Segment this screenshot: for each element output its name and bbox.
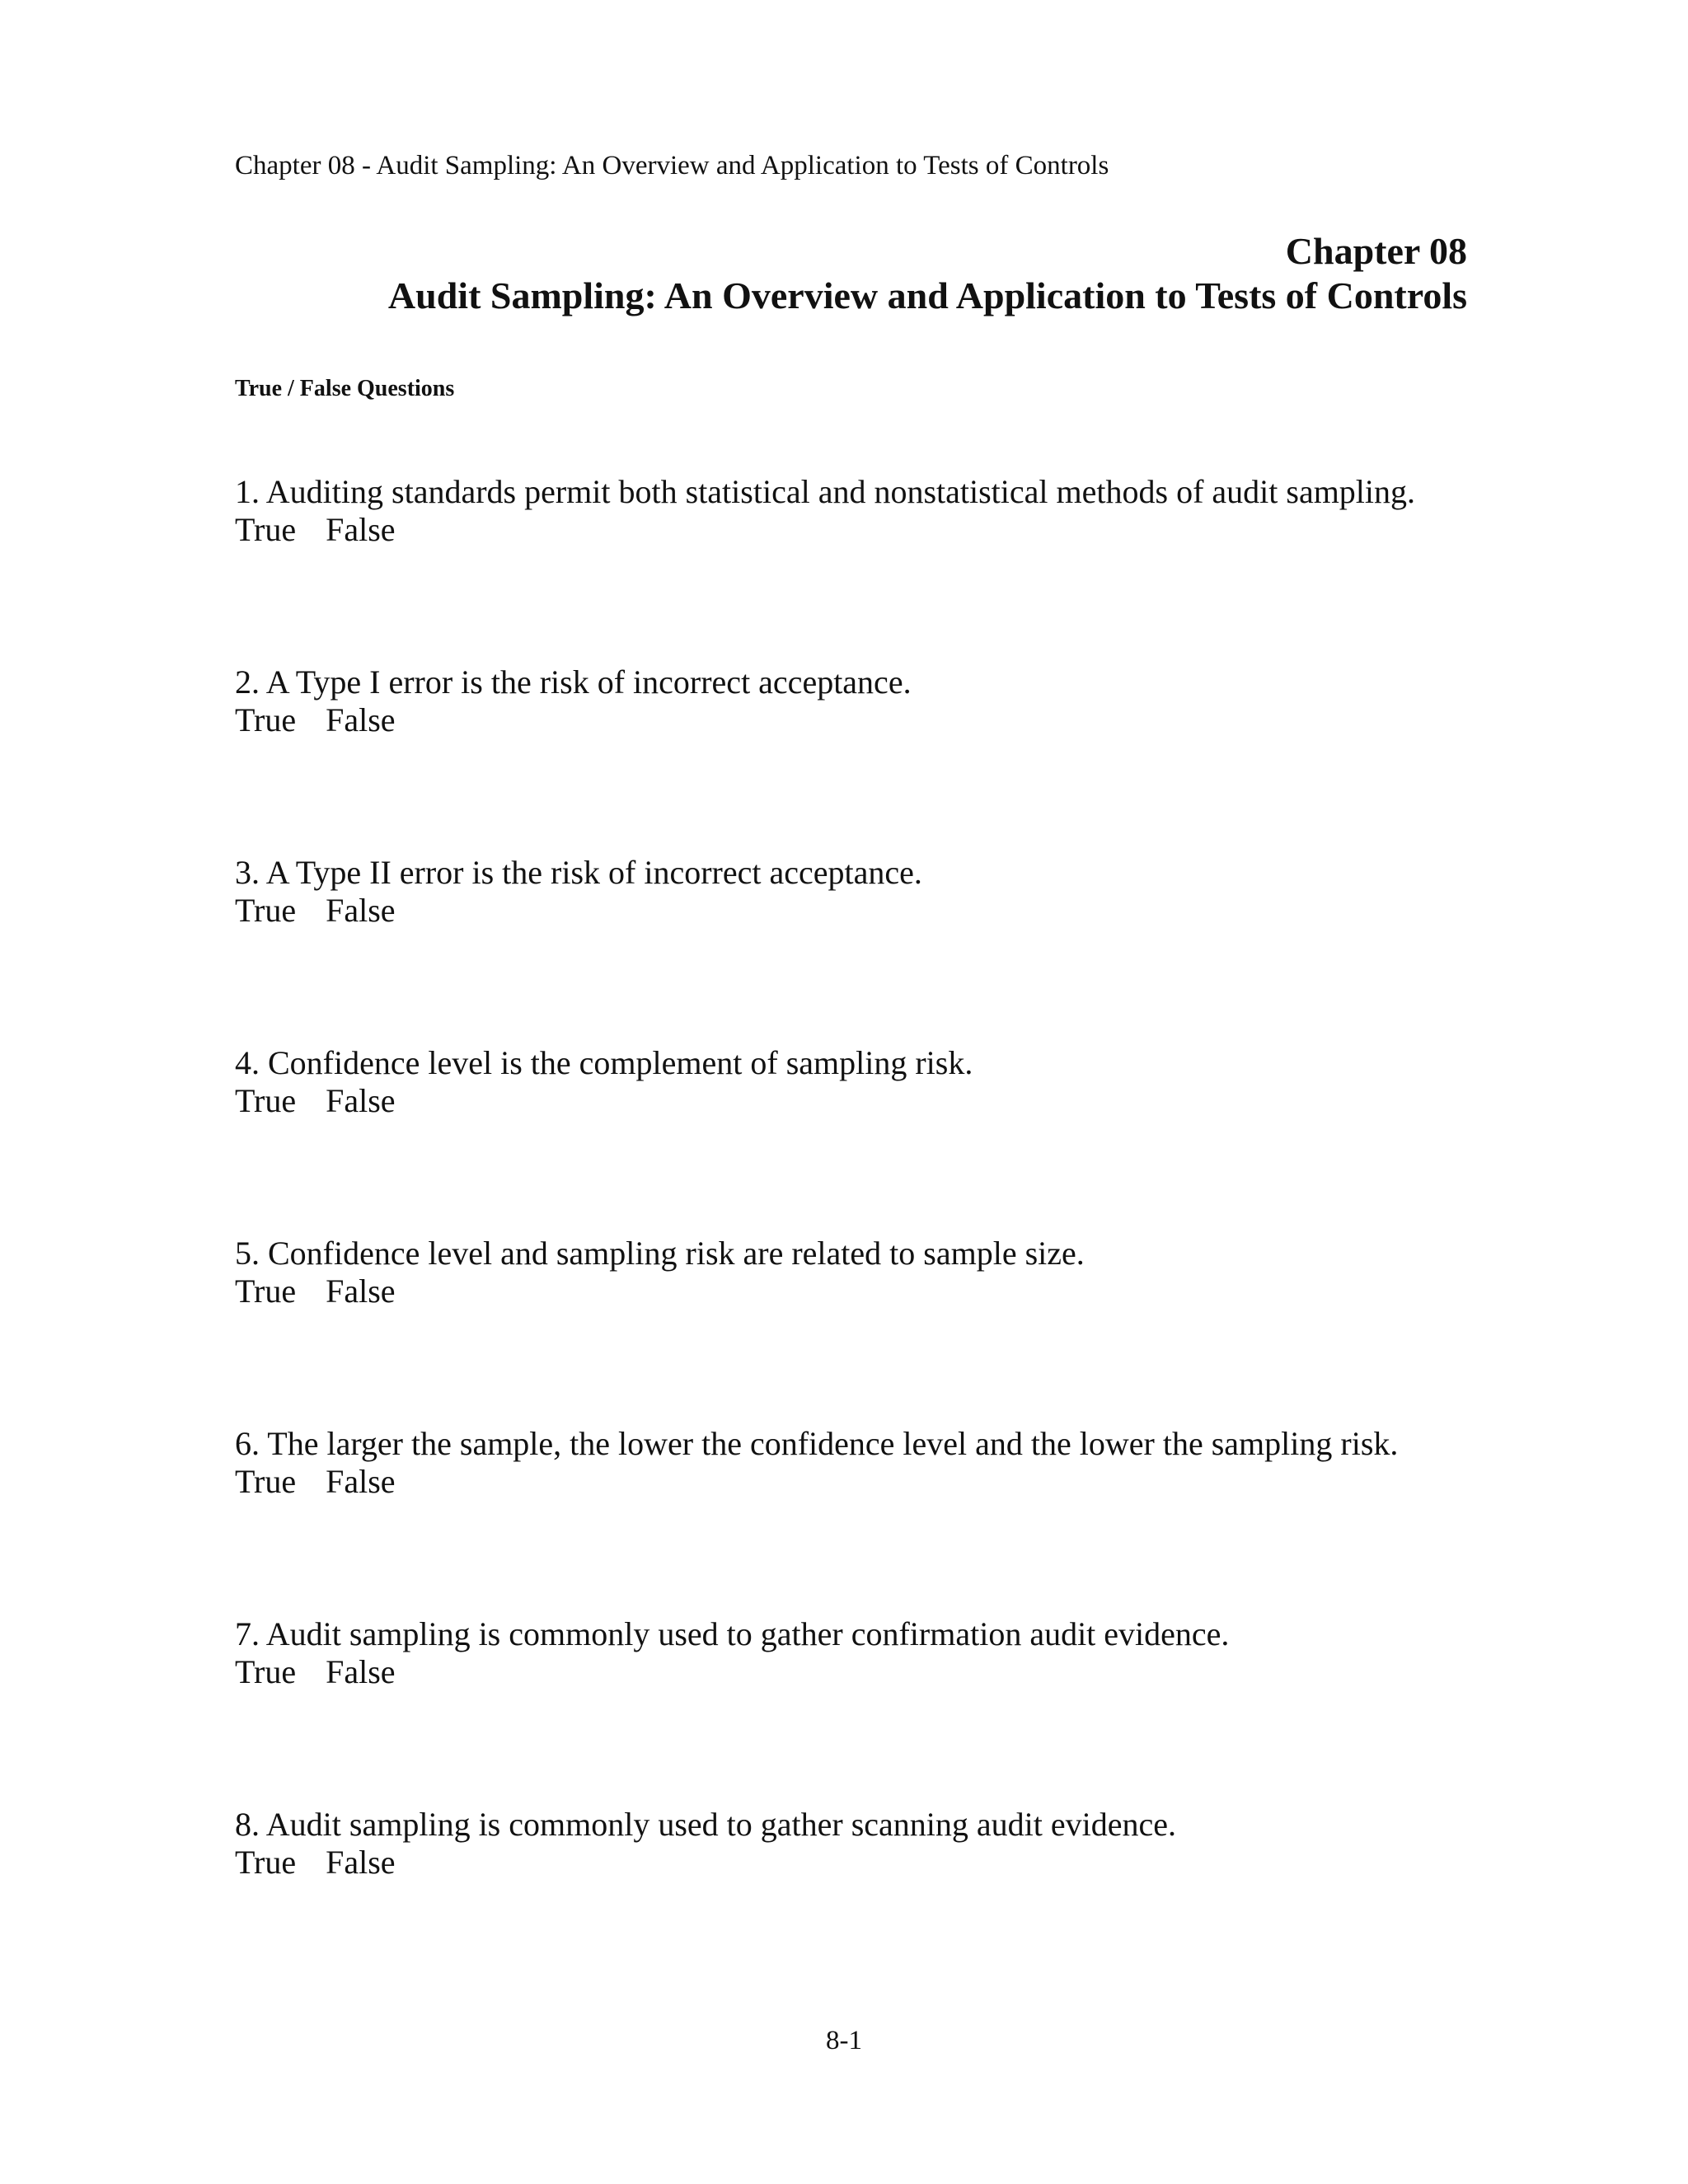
- answer-options: [235, 1463, 1471, 1501]
- question-item: [235, 1806, 1471, 1996]
- question-item: [235, 473, 1471, 663]
- option-false: False: [326, 892, 396, 929]
- section-heading: True / False Questions: [235, 376, 455, 401]
- question-item: [235, 1235, 1471, 1425]
- running-header: Chapter 08 - Audit Sampling: An Overview and Application to Tests of Controls: [235, 151, 1109, 180]
- question-text: 6. The larger the sample, the lower the confidence level and the lower the sampling risk.: [235, 1425, 1399, 1462]
- option-true: True: [235, 1272, 297, 1310]
- answer-options: [235, 511, 1471, 549]
- answer-options: [235, 1272, 1471, 1310]
- question-text: 5. Confidence level and sampling risk are related to sample size.: [235, 1235, 1085, 1272]
- question-text: 8. Audit sampling is commonly used to gather scanning audit evidence.: [235, 1806, 1177, 1843]
- option-false: False: [326, 701, 396, 738]
- question-item: [235, 1615, 1471, 1806]
- option-false: False: [326, 511, 396, 548]
- chapter-title: [388, 229, 1467, 318]
- option-false: False: [326, 1653, 396, 1690]
- option-false: False: [326, 1844, 396, 1881]
- answer-options: [235, 1653, 1471, 1691]
- chapter-subtitle: Audit Sampling: An Overview and Application to Tests of Controls: [387, 274, 1467, 316]
- question-text: 2. A Type I error is the risk of incorrect acceptance.: [235, 663, 912, 701]
- option-true: True: [235, 1653, 297, 1690]
- option-false: False: [326, 1463, 396, 1500]
- question-text: 7. Audit sampling is commonly used to gather confirmation audit evidence.: [235, 1615, 1230, 1652]
- option-true: True: [235, 1463, 297, 1500]
- answer-options: [235, 1082, 1471, 1120]
- option-true: True: [235, 1082, 297, 1119]
- answer-options: [235, 892, 1471, 930]
- option-true: True: [235, 892, 297, 929]
- question-item: [235, 663, 1471, 854]
- answer-options: [235, 701, 1471, 739]
- question-item: [235, 854, 1471, 1044]
- question-text: 3. A Type II error is the risk of incorrect acceptance.: [235, 854, 922, 891]
- question-text: 1. Auditing standards permit both statistical and nonstatistical methods of audit sampling.: [235, 473, 1416, 510]
- option-false: False: [326, 1272, 396, 1310]
- question-text: 4. Confidence level is the complement of sampling risk.: [235, 1044, 973, 1081]
- page-number: 8-1: [826, 2026, 862, 2055]
- option-true: True: [235, 1844, 297, 1881]
- option-false: False: [326, 1082, 396, 1119]
- question-item: [235, 1425, 1471, 1615]
- answer-options: [235, 1844, 1471, 1882]
- question-list: [235, 473, 1471, 1996]
- option-true: True: [235, 511, 297, 548]
- question-item: [235, 1044, 1471, 1235]
- chapter-number: Chapter 08: [1285, 230, 1467, 272]
- option-true: True: [235, 701, 297, 738]
